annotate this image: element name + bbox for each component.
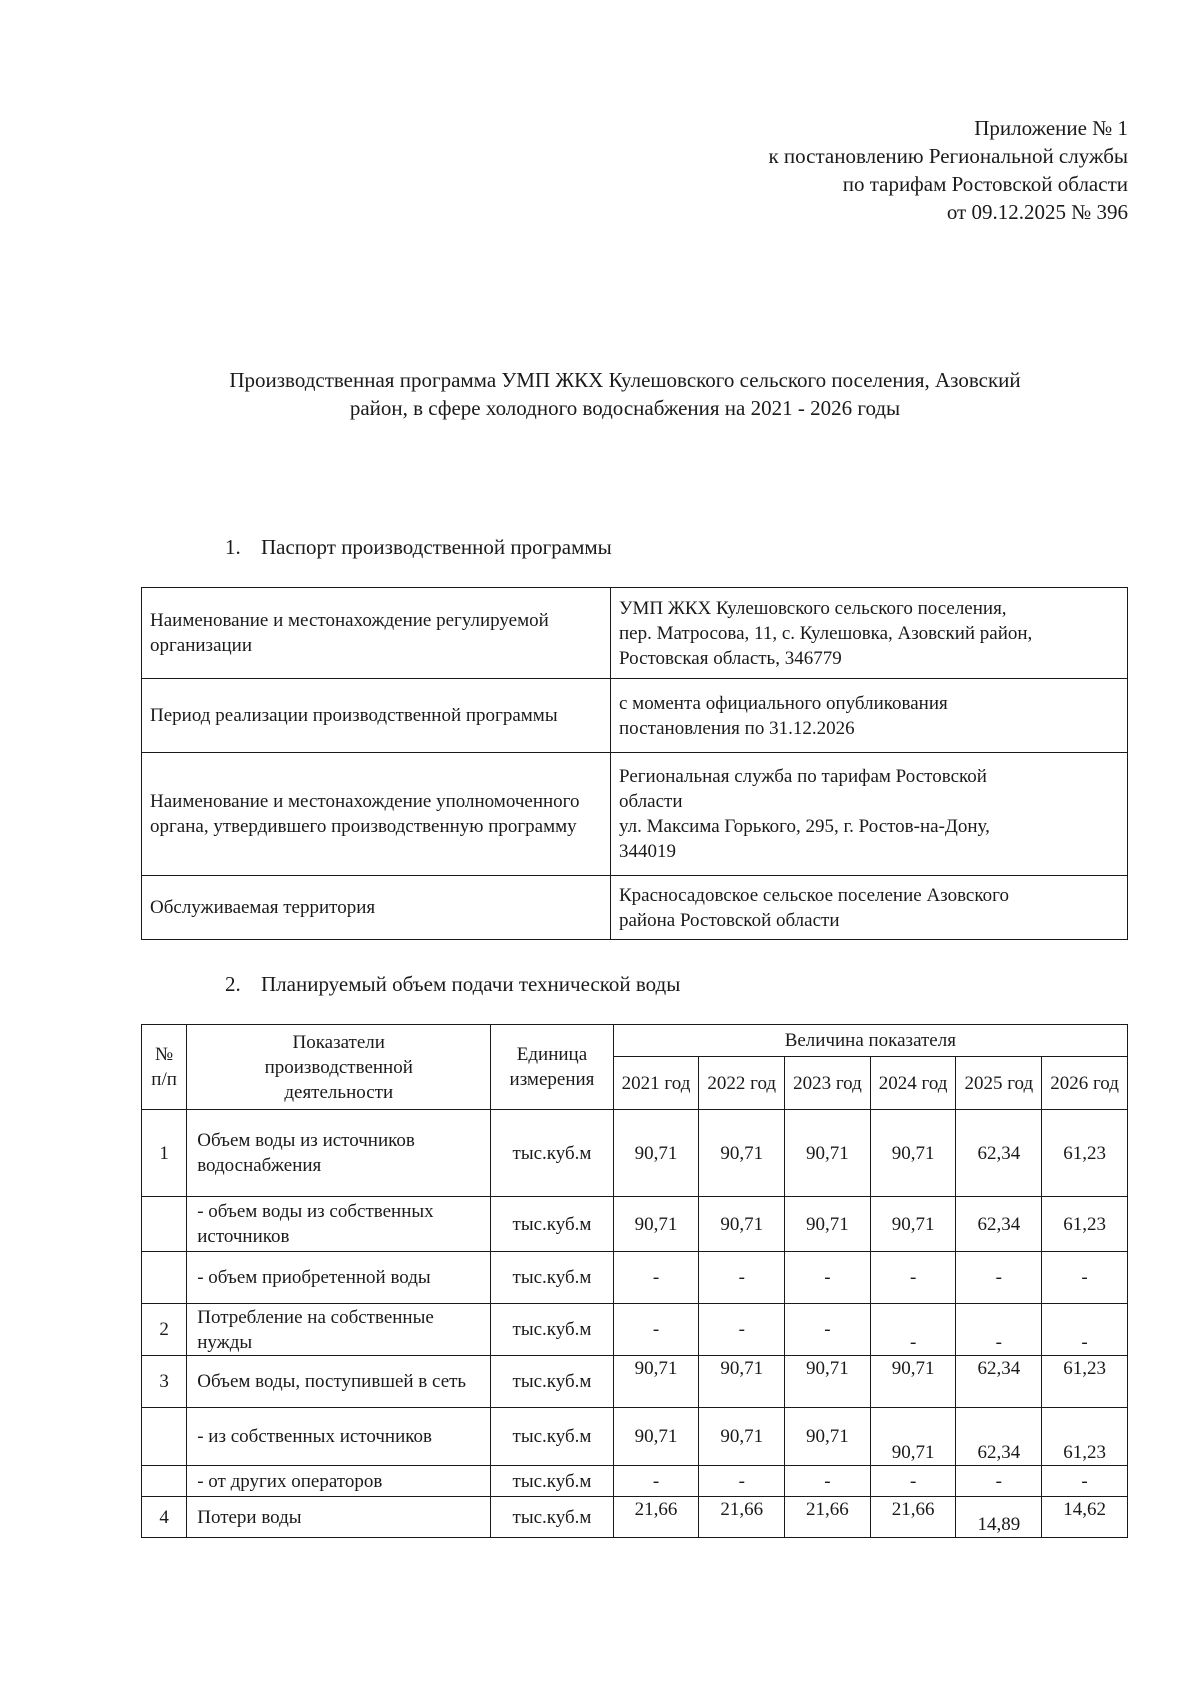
appendix-block (768, 114, 1128, 226)
passport-value-line: района Ростовской области (619, 909, 840, 931)
table-row (142, 753, 1128, 876)
table-row (142, 1304, 1128, 1356)
header-year: 2021 год (613, 1057, 699, 1110)
value-cell: 90,71 (870, 1408, 956, 1466)
row-number: 1 (142, 1110, 187, 1197)
row-unit: тыс.куб.м (491, 1497, 613, 1538)
row-number (142, 1408, 187, 1466)
value-cell: 14,62 (1042, 1497, 1128, 1538)
passport-value (611, 753, 1128, 876)
row-indicator: Объем воды, поступившей в сеть (187, 1356, 491, 1408)
row-number (142, 1197, 187, 1252)
section-heading-passport (225, 533, 612, 561)
passport-value (611, 679, 1128, 753)
row-indicator: - из собственных источников (187, 1408, 491, 1466)
passport-value-line: пер. Матросова, 11, с. Кулешовка, Азовский район, (619, 622, 1033, 644)
value-cell: 61,23 (1042, 1356, 1128, 1408)
table-row (142, 1497, 1128, 1538)
document-title (130, 366, 1120, 422)
value-cell: 21,66 (870, 1497, 956, 1538)
header-number: № п/п (142, 1025, 187, 1110)
row-unit: тыс.куб.м (491, 1252, 613, 1304)
value-cell: 90,71 (613, 1197, 699, 1252)
appendix-line: Приложение № 1 (974, 116, 1128, 140)
header-year: 2023 год (785, 1057, 871, 1110)
value-cell: 90,71 (699, 1110, 785, 1197)
value-cell: - (785, 1252, 871, 1304)
value-cell: - (699, 1466, 785, 1497)
header-indicator: Показатели производственной деятельности (187, 1025, 491, 1110)
value-cell: - (870, 1304, 956, 1356)
passport-value (611, 588, 1128, 679)
value-cell: 21,66 (699, 1497, 785, 1538)
header-year: 2024 год (870, 1057, 956, 1110)
value-cell: - (870, 1252, 956, 1304)
value-cell: - (1042, 1304, 1128, 1356)
value-cell: 21,66 (785, 1497, 871, 1538)
passport-value-line: 344019 (619, 841, 676, 862)
value-cell: 90,71 (613, 1110, 699, 1197)
value-cell: 90,71 (785, 1197, 871, 1252)
row-number: 4 (142, 1497, 187, 1538)
value-cell: - (699, 1252, 785, 1304)
row-number: 2 (142, 1304, 187, 1356)
header-value-group: Величина показателя (613, 1025, 1127, 1057)
value-cell: - (1042, 1252, 1128, 1304)
row-indicator: - объем воды из собственных источников (187, 1197, 491, 1252)
passport-value-line: Красносадовское сельское поселение Азовского (619, 884, 1009, 906)
value-cell: - (956, 1252, 1042, 1304)
value-cell: 62,34 (956, 1408, 1042, 1466)
value-cell: 90,71 (613, 1408, 699, 1466)
table-row (142, 876, 1128, 940)
passport-value-line: Ростовская область, 346779 (619, 647, 842, 669)
section-heading-text: Паспорт производственной программы (261, 535, 612, 559)
appendix-line: от 09.12.2025 № 396 (946, 200, 1128, 224)
value-cell: 90,71 (870, 1110, 956, 1197)
value-cell: - (956, 1304, 1042, 1356)
row-indicator: Потребление на собственные нужды (187, 1304, 491, 1356)
table-row (142, 1408, 1128, 1466)
section-number: 2. (225, 972, 241, 996)
header-unit: Единица измерения (491, 1025, 613, 1110)
value-cell: 62,34 (956, 1197, 1042, 1252)
section-heading-volume (225, 970, 680, 998)
value-cell: 90,71 (870, 1356, 956, 1408)
value-cell: 90,71 (785, 1110, 871, 1197)
value-cell: 61,23 (1042, 1110, 1128, 1197)
value-cell: - (956, 1466, 1042, 1497)
value-cell: 61,23 (1042, 1408, 1128, 1466)
row-unit: тыс.куб.м (491, 1304, 613, 1356)
table-row (142, 1356, 1128, 1408)
row-indicator: - от других операторов (187, 1466, 491, 1497)
passport-value-line: Региональная служба по тарифам Ростовской (619, 766, 987, 787)
header-year: 2025 год (956, 1057, 1042, 1110)
passport-value-line: УМП ЖКХ Кулешовского сельского поселения, (619, 597, 1007, 619)
row-number (142, 1466, 187, 1497)
appendix-line: по тарифам Ростовской области (842, 172, 1128, 196)
value-cell: 61,23 (1042, 1197, 1128, 1252)
header-year: 2022 год (699, 1057, 785, 1110)
appendix-line: к постановлению Региональной службы (768, 144, 1128, 168)
row-indicator: - объем приобретенной воды (187, 1252, 491, 1304)
passport-table (141, 587, 1128, 940)
row-unit: тыс.куб.м (491, 1197, 613, 1252)
water-volume-table (141, 1024, 1128, 1538)
table-row (142, 588, 1128, 679)
value-cell: 21,66 (613, 1497, 699, 1538)
value-cell: 90,71 (699, 1356, 785, 1408)
table-row (142, 1252, 1128, 1304)
value-cell: 90,71 (785, 1408, 871, 1466)
value-cell: - (1042, 1466, 1128, 1497)
header-year: 2026 год (1042, 1057, 1128, 1110)
value-cell: 90,71 (699, 1408, 785, 1466)
passport-label: Наименование и местонахождение уполномоченного органа, утвердившего производственную программу (142, 753, 611, 876)
passport-value-line: ул. Максима Горького, 295, г. Ростов-на-Дону, (619, 816, 990, 837)
value-cell: - (785, 1466, 871, 1497)
value-cell: - (785, 1304, 871, 1356)
table-header-row (142, 1025, 1128, 1057)
section-number: 1. (225, 535, 241, 559)
row-number: 3 (142, 1356, 187, 1408)
value-cell: - (613, 1252, 699, 1304)
passport-label: Период реализации производственной программы (142, 679, 611, 753)
value-cell: 90,71 (699, 1197, 785, 1252)
table-row (142, 1110, 1128, 1197)
passport-value-line: постановления по 31.12.2026 (619, 717, 855, 739)
passport-label: Обслуживаемая территория (142, 876, 611, 940)
table-row (142, 679, 1128, 753)
row-indicator: Объем воды из источников водоснабжения (187, 1110, 491, 1197)
value-cell: 90,71 (785, 1356, 871, 1408)
passport-value (611, 876, 1128, 940)
section-heading-text: Планируемый объем подачи технической воды (261, 972, 681, 996)
value-cell: 14,89 (956, 1497, 1042, 1538)
row-number (142, 1252, 187, 1304)
value-cell: - (613, 1466, 699, 1497)
table-row (142, 1466, 1128, 1497)
row-unit: тыс.куб.м (491, 1110, 613, 1197)
value-cell: 62,34 (956, 1356, 1042, 1408)
document-title-line: Производственная программа УМП ЖКХ Кулешовского сельского поселения, Азовский (229, 368, 1021, 392)
row-unit: тыс.куб.м (491, 1408, 613, 1466)
document-title-line: район, в сфере холодного водоснабжения на 2021 - 2026 годы (349, 396, 901, 420)
value-cell: - (613, 1304, 699, 1356)
row-unit: тыс.куб.м (491, 1356, 613, 1408)
value-cell: - (870, 1466, 956, 1497)
passport-value-line: с момента официального опубликования (619, 692, 948, 714)
row-unit: тыс.куб.м (491, 1466, 613, 1497)
row-indicator: Потери воды (187, 1497, 491, 1538)
passport-value-line: области (619, 791, 683, 812)
value-cell: 62,34 (956, 1110, 1042, 1197)
value-cell: 90,71 (870, 1197, 956, 1252)
passport-label: Наименование и местонахождение регулируемой организации (142, 588, 611, 679)
value-cell: - (699, 1304, 785, 1356)
table-row (142, 1197, 1128, 1252)
value-cell: 90,71 (613, 1356, 699, 1408)
